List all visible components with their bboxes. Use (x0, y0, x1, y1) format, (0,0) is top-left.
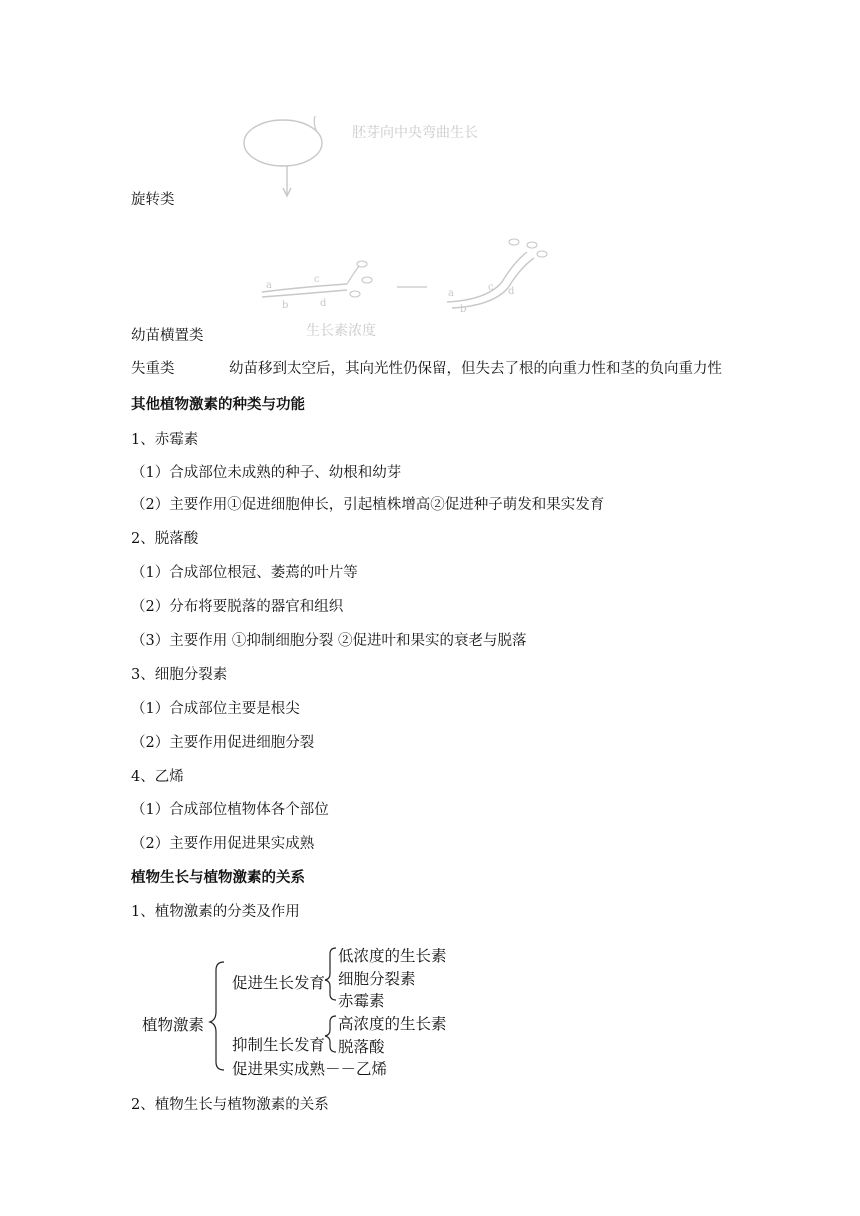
diagram-inhibit-item: 脱落酸 (338, 1038, 385, 1056)
section2-line-classification: 1、植物激素的分类及作用 (131, 904, 300, 920)
seedling-figure-caption: 生长素浓度 (306, 323, 376, 339)
seedling-letter: d (320, 298, 327, 309)
section1-line: （1）合成部位主要是根尖 (131, 701, 300, 717)
section1-line: （2）主要作用促进细胞分裂 (131, 735, 315, 751)
seedling-letter: b (282, 300, 289, 311)
hormone-classification-diagram (140, 940, 460, 1080)
section-heading-growth-relation: 植物生长与植物激素的关系 (131, 870, 305, 886)
seedling-letter: c (314, 274, 320, 285)
section1-line: 2、脱落酸 (131, 531, 199, 547)
section1-line: 3、细胞分裂素 (131, 667, 228, 683)
section1-line: （2）分布将要脱落的器官和组织 (131, 599, 344, 615)
rotation-figure-caption: 胚芽向中央弯曲生长 (352, 125, 478, 141)
seedling-letter: c (488, 282, 494, 293)
section-heading-other-hormones: 其他植物激素的种类与功能 (131, 397, 305, 413)
section1-line: 1、赤霉素 (131, 432, 199, 448)
weightless-label: 失重类 (131, 361, 175, 377)
rotation-label: 旋转类 (131, 192, 175, 208)
rotation-figure (240, 108, 340, 203)
weightless-text: 幼苗移到太空后，其向光性仍保留，但失去了根的向重力性和茎的负向重力性 (229, 361, 722, 377)
section1-line: （2）主要作用促进果实成熟 (131, 836, 315, 852)
seedling-letter: a (266, 280, 272, 291)
section1-line: （1）合成部位植物体各个部位 (131, 802, 329, 818)
section1-line: （3）主要作用 ①抑制细胞分裂 ②促进叶和果实的衰老与脱落 (131, 633, 527, 649)
seedling-letter: d (508, 286, 515, 297)
diagram-inhibit-label: 抑制生长发育 (232, 1036, 326, 1054)
diagram-ripen-label: 促进果实成熟－－乙烯 (232, 1060, 388, 1078)
diagram-inhibit-item: 高浓度的生长素 (338, 1015, 447, 1033)
section2-line-relation: 2、植物生长与植物激素的关系 (131, 1097, 329, 1113)
seedling-label: 幼苗横置类 (131, 328, 204, 344)
section1-line: 4、乙烯 (131, 769, 184, 785)
section1-line: （1）合成部位未成熟的种子、幼根和幼芽 (131, 465, 402, 481)
diagram-promote-item: 低浓度的生长素 (338, 947, 447, 965)
diagram-promote-item: 细胞分裂素 (338, 970, 416, 988)
diagram-root: 植物激素 (142, 1016, 205, 1034)
section1-line: （1）合成部位根冠、萎蔫的叶片等 (131, 565, 358, 581)
diagram-promote-label: 促进生长发育 (232, 974, 326, 992)
seedling-figure (252, 232, 552, 312)
seedling-letter: b (460, 304, 467, 312)
section1-line: （2）主要作用①促进细胞伸长，引起植株增高②促进种子萌发和果实发育 (131, 497, 605, 513)
diagram-promote-item: 赤霉素 (338, 992, 385, 1010)
seedling-letter: a (448, 288, 454, 299)
